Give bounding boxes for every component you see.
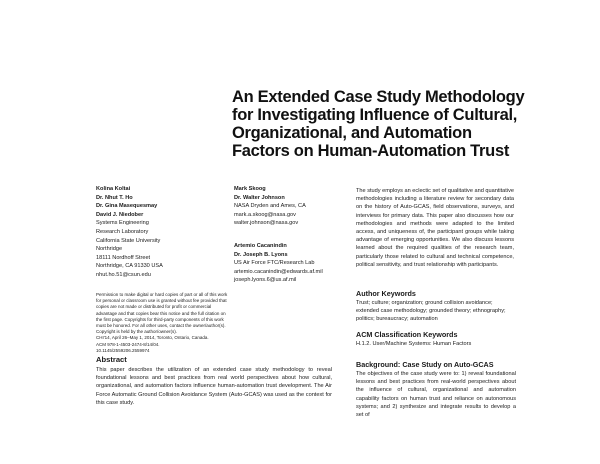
permission-notice xyxy=(96,292,328,354)
affiliation-line: Research Laboratory xyxy=(96,228,149,235)
affiliation-line: California State University xyxy=(96,237,161,244)
permission-line: advantage and that copies bear this notice and the full citation on xyxy=(96,310,226,316)
permission-line: for personal or classroom use is granted without fee provided that xyxy=(96,298,227,304)
background-text: The objectives of the case study were to: 1) reveal foundational lessons and best practices from real-world perspectives about the influence of cultural, organizational and automation capability factors on human trust and reliance on autonomous systems; and 2) synthesize and integrate results to develop a set of xyxy=(356,371,516,419)
abstract-heading: Abstract xyxy=(96,355,127,364)
author-name: Dr. Walter Johnson xyxy=(234,194,285,201)
abstract-text: This paper describes the utilization of an extended case study methodology to reveal foundational lessons and best practices from real world perspectives about how cultural, organizational, and automation factors influence human-automation trust development. The Air Force Automatic Ground Collision Avoidance System (Auto-GCAS) was used as the context for this case study. xyxy=(96,367,332,406)
permission-line: must be honored. For all other uses, contact the owner/author(s). xyxy=(96,323,226,329)
author-keywords-heading: Author Keywords xyxy=(356,289,416,298)
title-line: Organizational, and Automation xyxy=(232,124,472,142)
permission-line: copies are not made or distributed for profit or commercial xyxy=(96,304,212,310)
paper-title xyxy=(232,88,532,160)
author-name: Dr. Gina Masequesmay xyxy=(96,203,158,210)
author-email: mark.a.skoog@nasa.gov xyxy=(234,211,296,218)
author-block-csun xyxy=(96,185,226,280)
author-email: nhut.ho.51@csun.edu xyxy=(96,271,151,278)
permission-line: Permission to make digital or hard copies of part or all of this work xyxy=(96,292,228,297)
author-name: Dr. Joseph B. Lyons xyxy=(234,251,288,258)
permission-line: 10.1145/2559206.2559974 xyxy=(96,347,150,353)
title-line: An Extended Case Study Methodology xyxy=(232,88,525,106)
author-block-nasa-usaf xyxy=(234,185,354,285)
acm-classification-text: H.1.2. User/Machine Systems: Human Factors xyxy=(356,341,472,347)
permission-line: Copyright is held by the author/owner(s). xyxy=(96,329,178,335)
author-name: Artemio Cacanindin xyxy=(234,242,287,249)
author-keywords-text: Trust; culture; organization; ground collision avoidance; extended case methodology; grounded theory; ethnography; politics; bureaucracy; automation xyxy=(356,300,506,323)
affiliation-line: Systems Engineering xyxy=(96,220,149,227)
title-line: for Investigating Influence of Cultural, xyxy=(232,106,518,124)
title-line: Factors on Human-Automation Trust xyxy=(232,142,510,160)
affiliation-line: US Air Force FTC/Research Lab xyxy=(234,260,315,267)
background-heading: Background: Case Study on Auto-GCAS xyxy=(356,360,494,369)
affiliation-line: 18111 Nordhoff Street xyxy=(96,254,151,261)
author-email: artemio.cacanindin@edwards.af.mil xyxy=(234,268,323,275)
author-name: David J. Niedober xyxy=(96,211,144,218)
affiliation-line: Northridge, CA 91330 USA xyxy=(96,263,163,270)
permission-line: ACM 978-1-4503-2474-8/14/04. xyxy=(96,341,160,347)
author-name: Mark Skoog xyxy=(234,186,266,192)
affiliation-line: Northridge xyxy=(96,246,123,253)
intro-paragraph: The study employs an eclectic set of qualitative and quantitative methodologies including a literature review for secondary data on the history of Auto-GCAS, field observations, surveys, and interviews for primary data. This paper also discusses how our methodologies and methods were adapted to the limited access, and uniqueness of, the participant groups while taking advantage of emerging opportunities. We also discuss lessons learned about the required qualities of the research team, particularly those related to cultural and technical competence, political sensitivity, and trust relationship with participants. xyxy=(356,188,514,268)
author-email: joseph.lyons.6@us.af.mil xyxy=(234,277,297,284)
author-name: Dr. Nhut T. Ho xyxy=(96,194,133,201)
acm-classification-heading: ACM Classification Keywords xyxy=(356,330,458,339)
author-email: walter.johnson@nasa.gov xyxy=(234,220,299,227)
affiliation-line: NASA Dryden and Ames, CA xyxy=(234,203,306,210)
permission-line: the first page. Copyrights for third-party components of this work xyxy=(96,316,224,322)
permission-line: CHI'14, April 26–May 1, 2014, Toronto, Ontario, Canada. xyxy=(96,335,209,341)
author-name: Kolina Koltai xyxy=(96,186,131,192)
